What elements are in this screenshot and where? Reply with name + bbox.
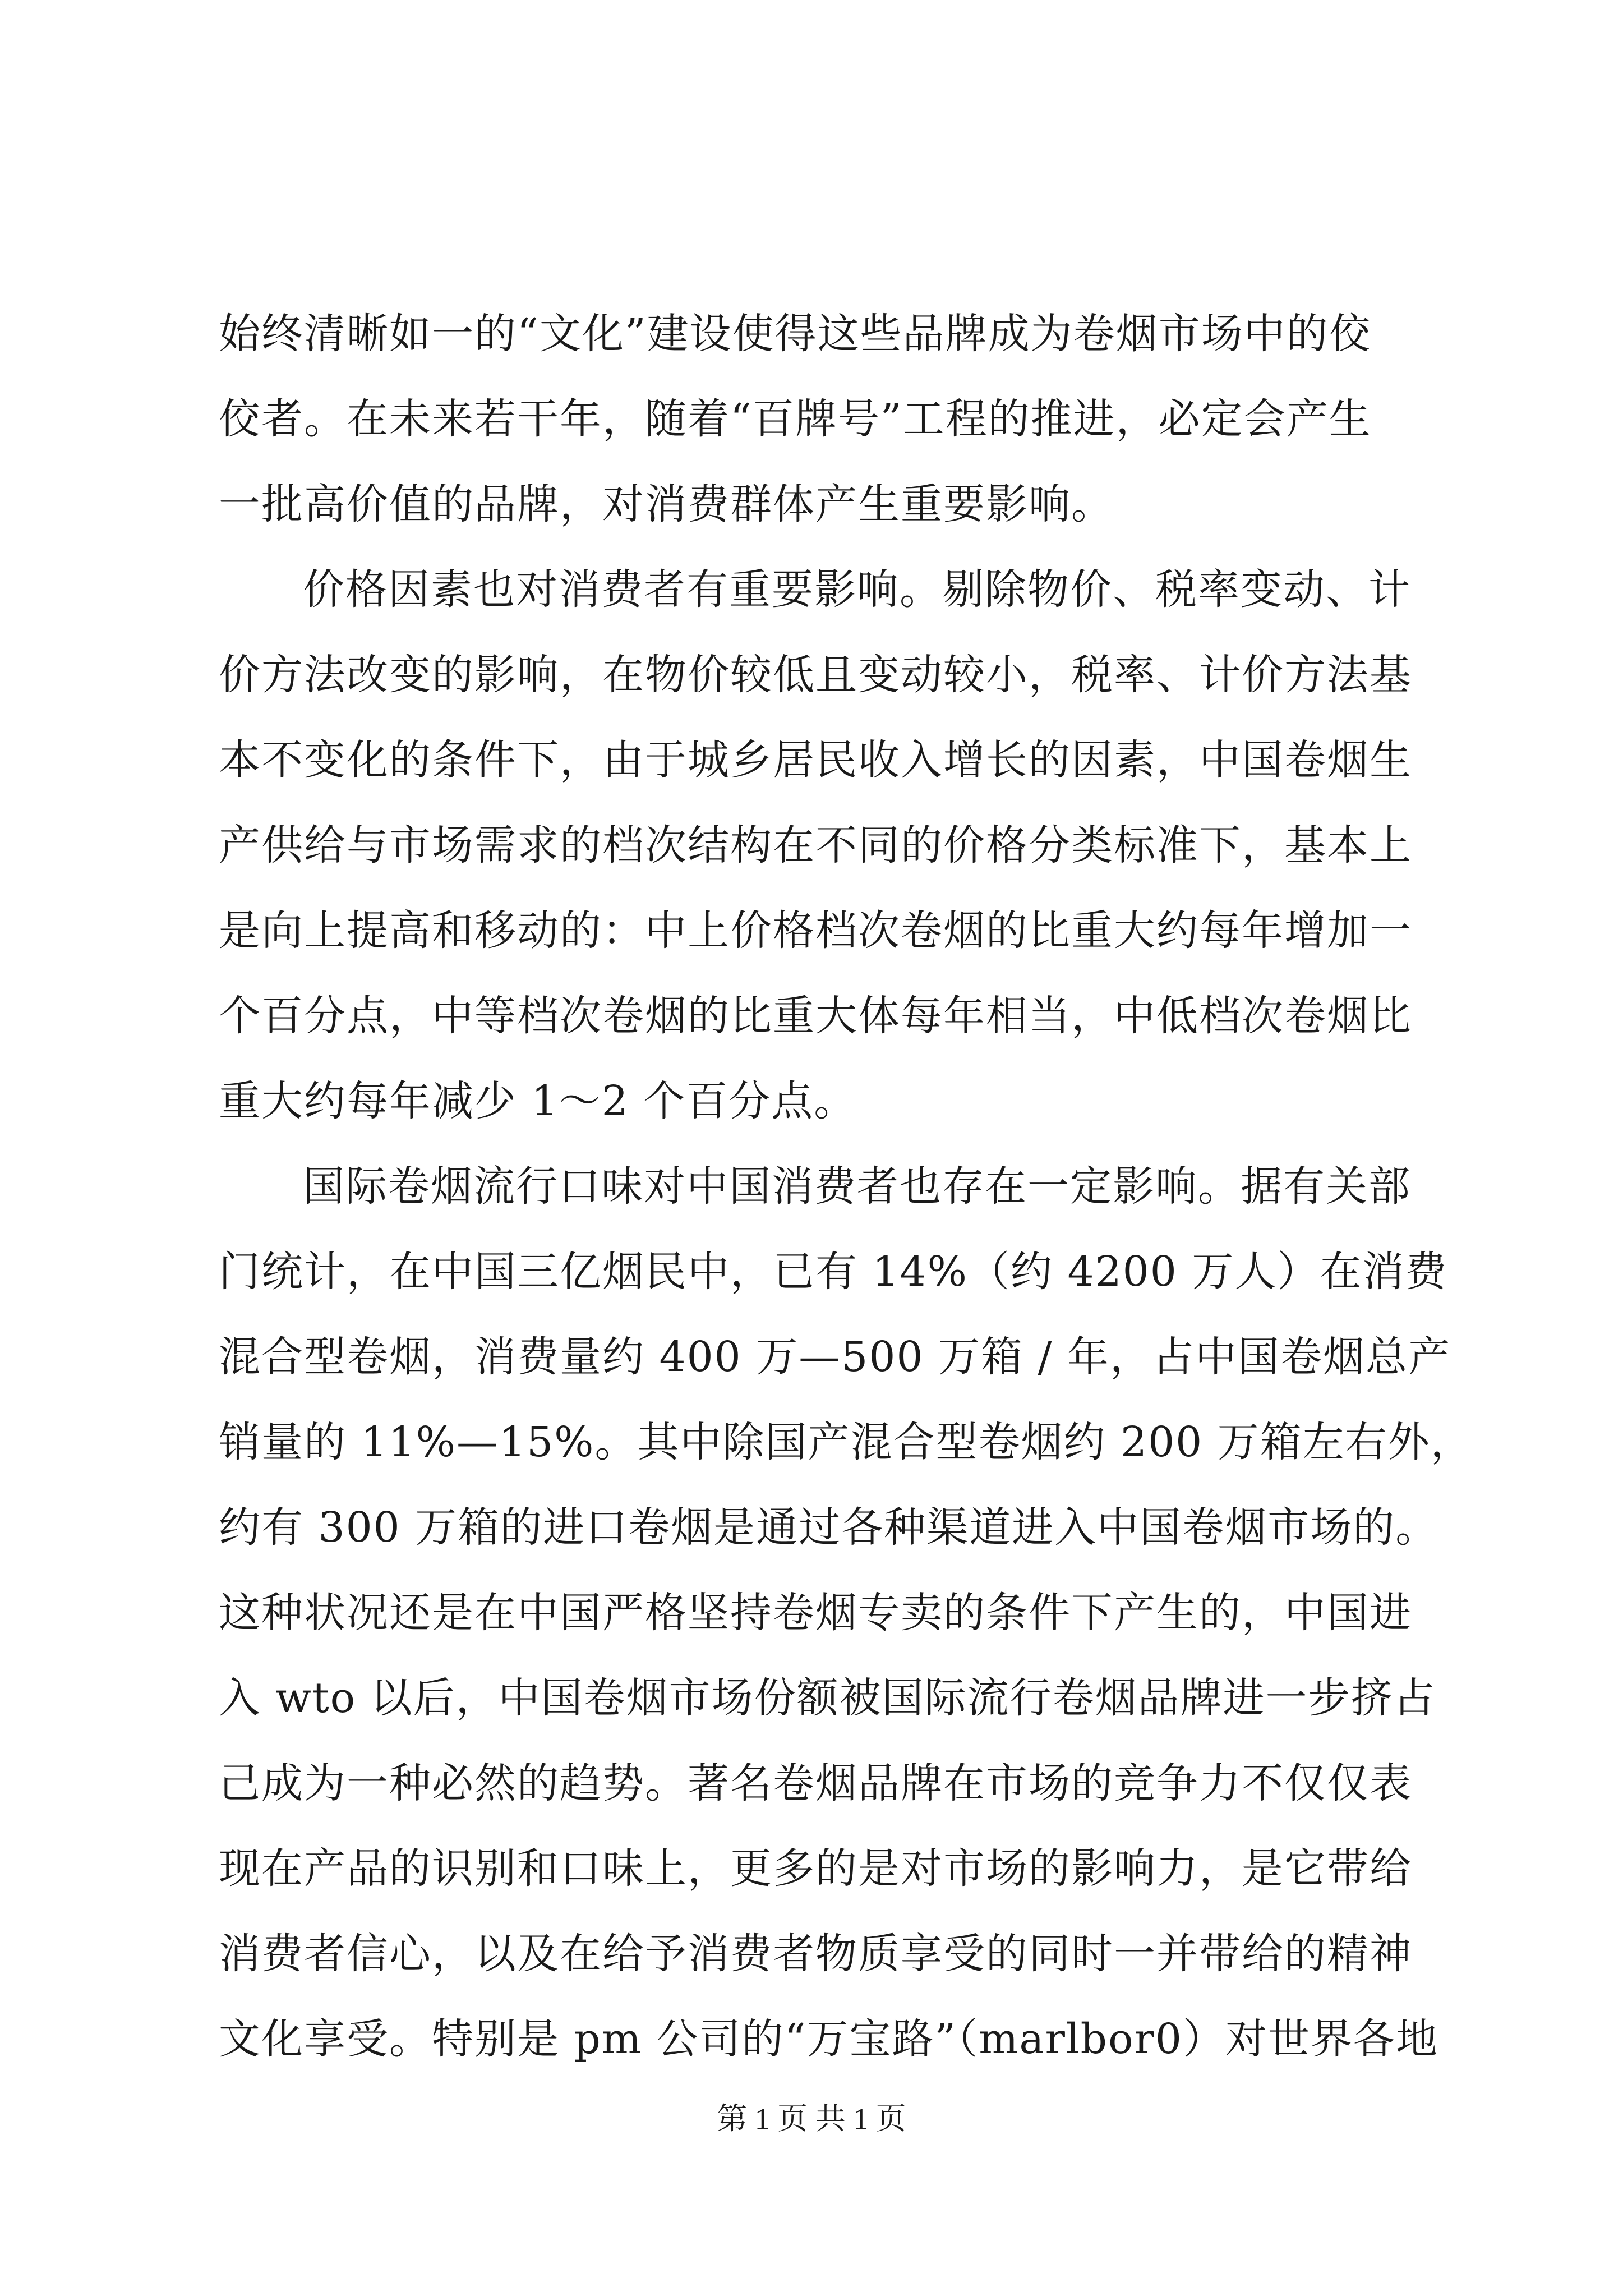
text-line-15: 约有 300 万箱的进口卷烟是通过各种渠道进入中国卷烟市场的。 [219, 1503, 1438, 1552]
text-line-13: 混合型卷烟，消费量约 400 万—500 万箱 / 年，占中国卷烟总产 [219, 1333, 1451, 1381]
text-line-11: 国际卷烟流行口味对中国消费者也存在一定影响。据有关部 [303, 1162, 1411, 1211]
text-line-2: 佼者。在未来若干年，随着“百牌号”工程的推进，必定会产生 [219, 395, 1372, 443]
text-line-19: 现在产品的识别和口味上，更多的是对市场的影响力，是它带给 [219, 1844, 1412, 1893]
text-line-16: 这种状况还是在中国严格坚持卷烟专卖的条件下产生的，中国进 [219, 1589, 1412, 1637]
page-footer: 第 1 页 共 1 页 [717, 2102, 906, 2136]
text-line-1: 始终清晰如一的“文化”建设使得这些品牌成为卷烟市场中的佼 [219, 310, 1372, 358]
text-line-8: 是向上提高和移动的：中上价格档次卷烟的比重大约每年增加一 [219, 907, 1412, 955]
text-line-21: 文化享受。特别是 pm 公司的“万宝路”（marlbor0）对世界各地 [219, 2015, 1438, 2063]
text-line-12: 门统计，在中国三亿烟民中，已有 14%（约 4200 万人）在消费 [219, 1248, 1448, 1296]
text-line-9: 个百分点，中等档次卷烟的比重大体每年相当，中低档次卷烟比 [219, 992, 1412, 1040]
text-line-17: 入 wto 以后，中国卷烟市场份额被国际流行卷烟品牌进一步挤占 [219, 1674, 1436, 1722]
text-line-4: 价格因素也对消费者有重要影响。剔除物价、税率变动、计 [303, 565, 1411, 614]
text-line-7: 产供给与市场需求的档次结构在不同的价格分类标准下，基本上 [219, 821, 1412, 869]
text-line-5: 价方法改变的影响，在物价较低且变动较小，税率、计价方法基 [219, 651, 1412, 699]
text-line-14: 销量的 11%—15%。其中除国产混合型卷烟约 200 万箱左右外， [219, 1418, 1473, 1466]
text-line-3: 一批高价值的品牌，对消费群体产生重要影响。 [219, 480, 1114, 528]
text-line-18: 己成为一种必然的趋势。著名卷烟品牌在市场的竞争力不仅仅表 [219, 1759, 1412, 1807]
text-line-20: 消费者信心，以及在给予消费者物质享受的同时一并带给的精神 [219, 1930, 1412, 1978]
text-line-10: 重大约每年减少 1～2 个百分点。 [219, 1077, 857, 1125]
text-line-6: 本不变化的条件下，由于城乡居民收入增长的因素，中国卷烟生 [219, 736, 1412, 784]
